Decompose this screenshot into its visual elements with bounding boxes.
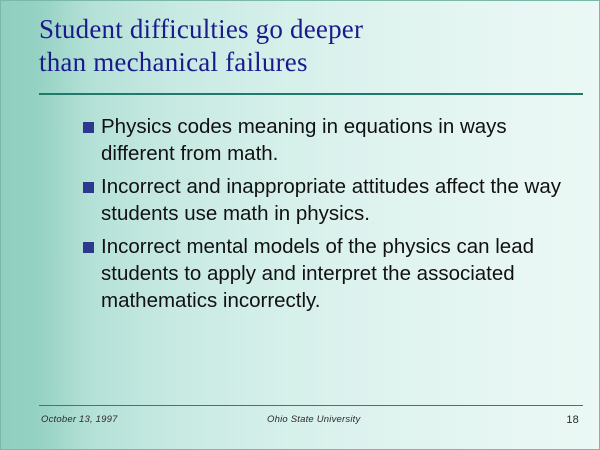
title-line-2: than mechanical failures [39, 47, 308, 77]
square-bullet-icon [83, 182, 94, 193]
bullet-list [83, 113, 581, 320]
list-item-label: Incorrect and inappropriate attitudes affect the way students use math in physics. [101, 175, 562, 225]
square-bullet-icon [83, 242, 94, 253]
list-item [83, 173, 581, 227]
footer-organization: Ohio State University [267, 414, 361, 425]
slide-footer [39, 405, 583, 432]
list-item-label: Incorrect mental models of the physics can lead students to apply and interpret the associated mathematics incorrectly. [101, 235, 534, 312]
list-item [83, 113, 581, 167]
list-item-label: Physics codes meaning in equations in ways different from math. [101, 115, 507, 165]
footer-page-number: 18 [566, 414, 579, 426]
title-divider [39, 93, 583, 95]
list-item [83, 233, 581, 314]
title-line-1: Student difficulties go deeper [39, 14, 364, 44]
page-title [39, 13, 579, 79]
square-bullet-icon [83, 122, 94, 133]
footer-date: October 13, 1997 [41, 414, 118, 425]
